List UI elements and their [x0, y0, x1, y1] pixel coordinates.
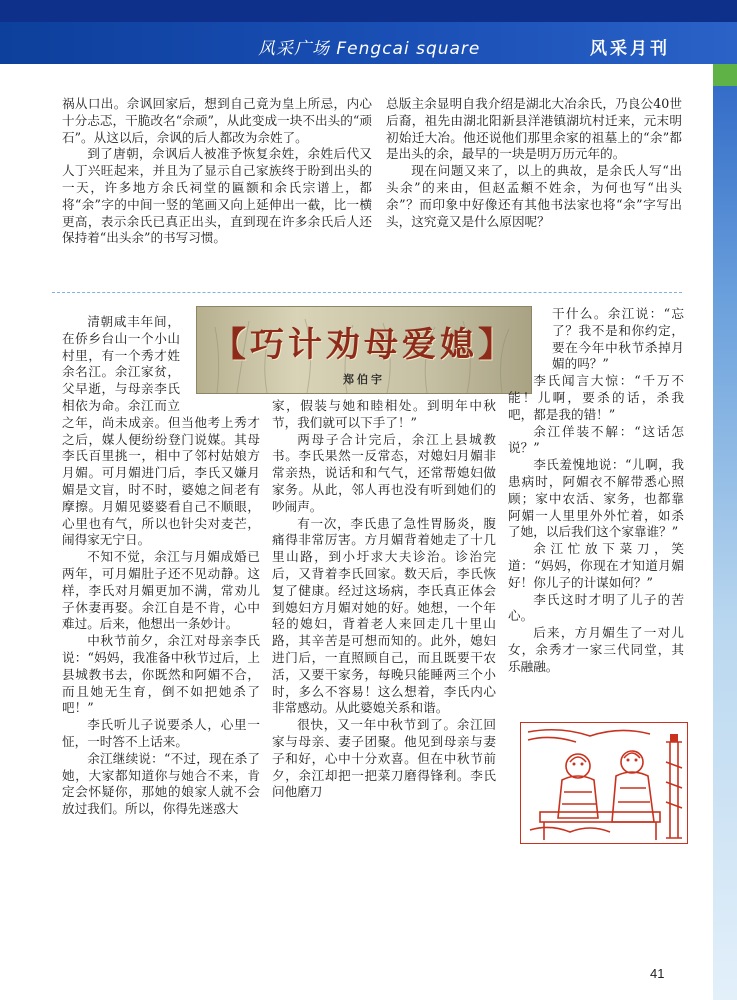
papercut-illustration	[520, 722, 688, 844]
paragraph: 余江继续说：“不过，现在杀了她，大家都知道你与她合不来，肯定会怀疑你，那她的娘家人就不会放过我们。所以，你得先迷惑大	[62, 750, 260, 817]
side-green-accent	[713, 64, 737, 86]
paragraph: 不知不觉，余江与月媚成婚已两年，可月媚肚子还不见动静。这样，李氏对月媚更加不满，常劝儿子休妻再娶。余江自是不肯，心中难过。后来，他想出一条妙计。	[62, 549, 260, 632]
paragraph: 余江忙放下菜刀，笑道：“妈妈，你现在才知道月媚好！你儿子的计谋如何？”	[508, 541, 684, 590]
paragraph: 总版主余显明自我介绍是湖北大冶余氏，乃良公40世后裔，祖先由湖北阳新县洋港镇湖坑村迁来，元末明初始迁大冶。他还说他们那里余家的祖墓上的“余”都是出头的余，最早的一块是明万历元年的。	[386, 96, 682, 162]
title-float-spacer	[180, 314, 260, 398]
papercut-image	[520, 722, 688, 844]
paragraph: 现在问题又来了，以上的典故，是余氏人写“出头余”的来由，但赵孟頫不姓余，为何也写“出头余”？而印象中好像还有其他书法家也将“余”字写出头，这究竟又是什么原因呢？	[386, 163, 682, 229]
story-column-3	[508, 306, 684, 676]
title-bracket-right: 】	[478, 325, 516, 365]
paragraph: 余江佯装不解：“这话怎说？”	[508, 423, 684, 456]
paragraph: 到了唐朝，佘讽后人被准予恢复余姓，余姓后代又人丁兴旺起来，并且为了显示自己家族终于盼到出头的一天，许多地方余氏祠堂的匾额和余氏宗谱上，都将“余”字的中间一竖的笔画又向上延伸出一截，比一横更高，表示余氏已真正出头，直到现在许多余氏后人还保持着“出头余”的书写习惯。	[62, 146, 372, 246]
magazine-name: 风采月刊	[590, 39, 670, 59]
paragraph: 很快，又一年中秋节到了。余江回家与母亲、妻子团聚。他见到母亲与妻子和好，心中十分欢喜。但在中秋节前夕，余江却把一把菜刀磨得锋利。李氏问他磨刀	[272, 717, 496, 800]
story-col1-flow	[62, 314, 260, 818]
paragraph: 李氏闻言大惊：“千万不能！儿啊，要杀的话，杀我吧，都是我的错！”	[508, 373, 684, 422]
story-column-2	[272, 398, 496, 801]
paragraph: 干什么。余江说：“忘了？我不是和你约定，要在今年中秋节杀掉月媚的吗？”	[552, 306, 684, 372]
paragraph: 后来，方月媚生了一对儿女，余秀才一家三代同堂，其乐融融。	[508, 625, 684, 674]
page-number: 41	[650, 966, 665, 981]
paragraph: 有一次，李氏患了急性胃肠炎，腹痛得非常厉害。方月媚背着她走了十几里山路，到小圩求大夫诊治。诊治完后，又背着李氏回家。数天后，李氏恢复了健康。经过这场病，李氏真正体会到媳妇方月媚对她的好。她想，一个年轻的媳妇，背着老人来回走几十里山路，其辛苦是可想而知的。此外，媳妇进门后，一直照顾自己，而且既要干农活，又要干家务，每晚只能睡两三个小时，多么不容易！这么想着，李氏内心非常感动。从此婆媳关系和谐。	[272, 515, 496, 716]
paragraph: 祸从口出。佘讽回家后，想到自己竟为皇上所忌，内心十分忐忑，干脆改名“佘顽”，从此变成一块不出头的“顽石”。从这以后，佘讽的后人都改为佘姓了。	[62, 96, 372, 145]
paragraph: 清朝咸丰年间，在侨乡台山一个小山村里，有一个秀才姓余名江。余江家贫，父早逝，与母亲李氏相依为命。余江而立之年，尚未成亲。但当他考上秀才之后，媒人便纷纷登门说媒。其母李氏百里挑一，相中了邻村姑娘方月媚。可月媚进门后，李氏又嫌月媚是文盲，时不时，婆媳之间老有摩擦。月媚见婆婆看自己不顺眼，心里也有气，所以也针尖对麦芒，闹得家无宁日。	[62, 314, 260, 548]
paragraph: 家，假装与她和睦相处。到明年中秋节，我们就可以下手了！”	[272, 398, 496, 430]
title-bracket-left: 【	[212, 325, 250, 365]
paragraph: 李氏羞愧地说：“儿啊，我患病时，阿媚衣不解带悉心照顾；家中农活、家务，也都靠阿媚一人里里外外忙着，如杀了她，以后我们这个家靠谁？”	[508, 457, 684, 540]
upper-left-column	[62, 96, 372, 247]
story-title-text: 巧计劝母爱媳	[250, 325, 478, 365]
story-author: 郑伯宇	[343, 373, 385, 386]
paragraph: 李氏这时才明了儿子的苦心。	[508, 591, 684, 624]
section-title: 风采广场 Fengcai square	[258, 39, 481, 59]
paragraph: 两母子合计完后，余江上县城教书。李氏果然一反常态，对媳妇月媚非常亲热，说话和和气气，还常帮媳妇做家务。从此，邻人再也没有听到她们的吵闹声。	[272, 431, 496, 514]
paragraph: 李氏听儿子说要杀人，心里一怔，一时答不上话来。	[62, 717, 260, 749]
side-gradient-band	[713, 64, 737, 1000]
paragraph: 中秋节前夕，余江对母亲李氏说：“妈妈，我准备中秋节过后，上县城教书去，你既然和阿媚不合，而且她无生育，倒不如把她杀了吧！”	[62, 633, 260, 716]
story-column-1	[62, 314, 260, 818]
upper-right-column	[386, 96, 682, 230]
header-top-strip	[0, 0, 737, 22]
section-divider	[52, 292, 682, 293]
page-header	[0, 0, 737, 64]
